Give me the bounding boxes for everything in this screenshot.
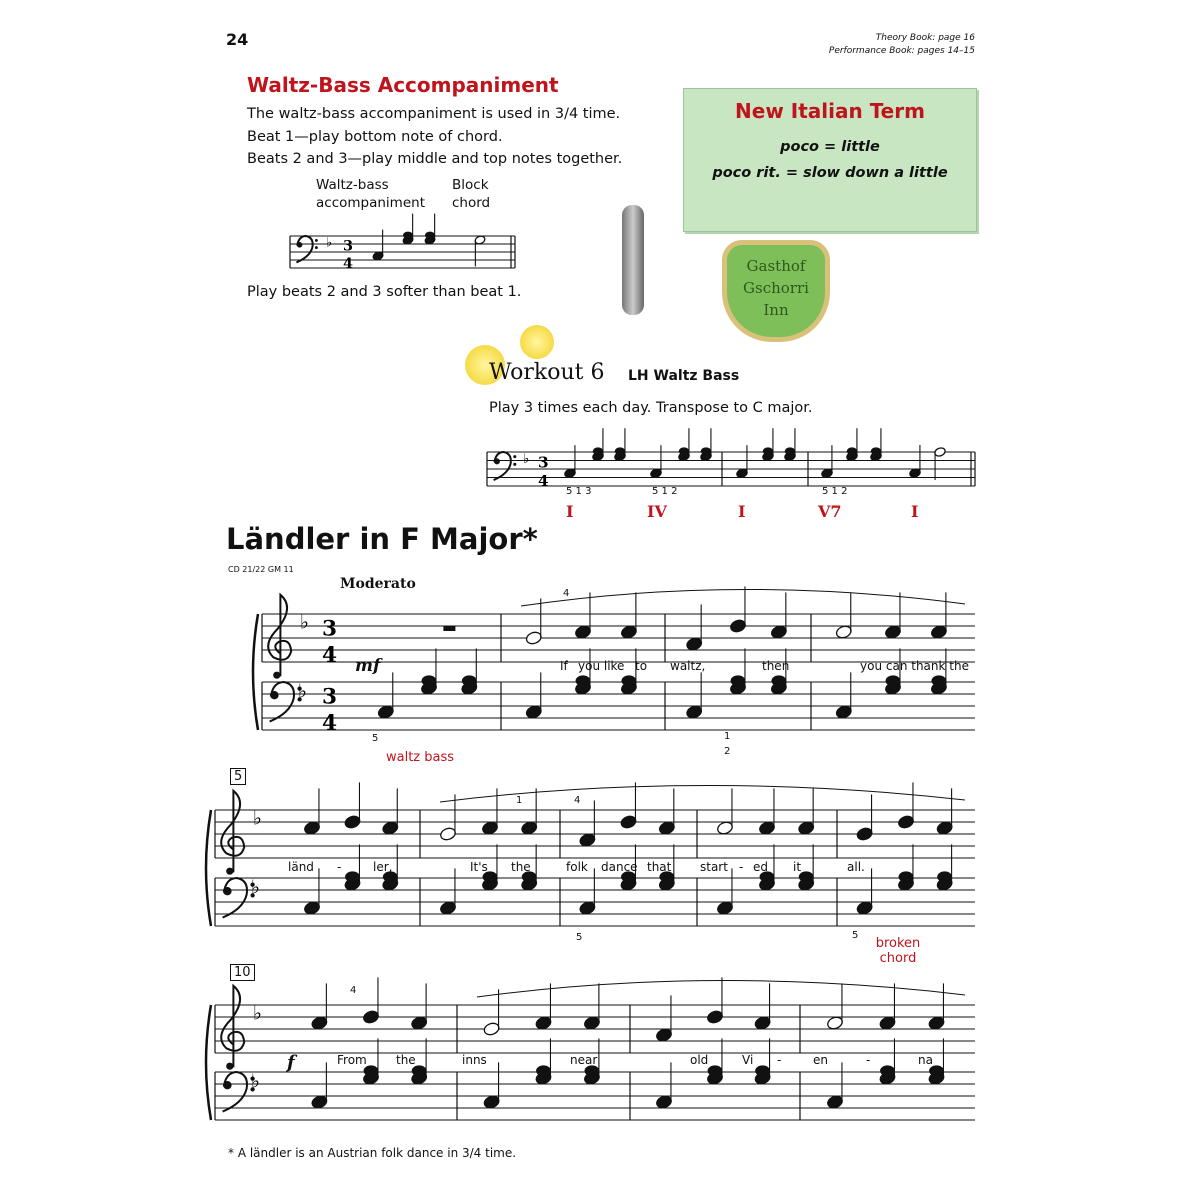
time-signature: 3 xyxy=(343,237,354,255)
note xyxy=(826,1094,844,1109)
whole-rest xyxy=(443,626,455,631)
note xyxy=(929,1065,944,1076)
note xyxy=(621,675,636,686)
fingering: 5 xyxy=(852,930,859,941)
text-line: Beats 2 and 3—play middle and top notes together. xyxy=(247,151,623,167)
treble-clef-icon xyxy=(268,595,291,677)
lyric: - xyxy=(866,1053,871,1067)
tempo-marking: Moderato xyxy=(340,576,416,592)
lyric: inns xyxy=(462,1053,487,1067)
note xyxy=(758,820,776,835)
time-signature: 3 xyxy=(322,684,338,710)
bass-clef-icon xyxy=(270,682,294,722)
lyric: old xyxy=(690,1053,709,1067)
note xyxy=(755,1065,770,1076)
note xyxy=(931,675,946,686)
lyric: then xyxy=(762,659,790,673)
measure-number: 10 xyxy=(230,964,255,981)
bass-clef-icon xyxy=(223,1081,231,1089)
note xyxy=(574,624,592,639)
treble-clef-icon xyxy=(221,986,244,1068)
note xyxy=(886,675,901,686)
note xyxy=(936,820,954,835)
note xyxy=(685,704,703,719)
lyric: near xyxy=(570,1053,598,1067)
note xyxy=(785,447,796,455)
note xyxy=(425,232,435,239)
note xyxy=(716,900,734,915)
note xyxy=(585,1065,600,1076)
note xyxy=(381,820,399,835)
note xyxy=(377,704,395,719)
chord-symbol: V7 xyxy=(818,502,842,521)
note xyxy=(928,1015,946,1030)
note xyxy=(770,624,788,639)
time-signature: 4 xyxy=(538,472,549,490)
note xyxy=(536,1065,551,1076)
treble-clef-icon xyxy=(273,672,280,679)
treble-clef-icon xyxy=(221,791,244,873)
note xyxy=(615,447,626,455)
fingering: 5 1 3 xyxy=(566,486,592,497)
time-signature: 4 xyxy=(322,643,338,668)
measure-number: 5 xyxy=(230,768,246,785)
lyric: na xyxy=(918,1053,933,1067)
fingering: 4 xyxy=(574,795,581,806)
note xyxy=(731,675,746,686)
lyric: waltz, xyxy=(670,659,706,673)
piece-title: Ländler in F Major* xyxy=(226,522,538,556)
treble-clef-icon xyxy=(226,1063,233,1070)
note xyxy=(483,1021,501,1036)
note xyxy=(879,1015,897,1030)
note xyxy=(311,1094,329,1109)
note xyxy=(701,447,712,455)
fingering: 4 xyxy=(350,985,357,996)
note xyxy=(884,624,902,639)
bass-clef-icon xyxy=(223,887,231,895)
note xyxy=(937,871,952,882)
lyric: - xyxy=(777,1053,782,1067)
lyric: start xyxy=(700,860,728,874)
workout-instruction: Play 3 times each day. Transpose to C major. xyxy=(489,400,813,416)
note xyxy=(897,814,915,829)
note xyxy=(593,447,604,455)
time-signature: 4 xyxy=(322,711,338,736)
term-poco: poco = little xyxy=(780,139,880,155)
fingering: 2 xyxy=(724,746,731,757)
note xyxy=(535,1015,553,1030)
lyric: dance xyxy=(601,860,638,874)
chord-symbol: IV xyxy=(647,502,667,521)
slur xyxy=(521,589,965,606)
workout-subtitle: LH Waltz Bass xyxy=(628,368,740,384)
note xyxy=(655,1094,673,1109)
page-number: 24 xyxy=(226,30,249,49)
bass-clef-icon xyxy=(223,878,247,918)
lyric: all. xyxy=(847,860,865,874)
bass-clef-icon xyxy=(315,239,318,242)
key-signature-flat: ♭ xyxy=(523,451,530,468)
note xyxy=(483,1094,501,1109)
note xyxy=(708,1065,723,1076)
lyric: you like xyxy=(578,659,625,673)
brace xyxy=(253,614,258,730)
workout-title: Workout 6 xyxy=(489,360,605,385)
fingering: 5 xyxy=(576,932,583,943)
note xyxy=(303,820,321,835)
note xyxy=(856,826,874,841)
note xyxy=(771,675,786,686)
note xyxy=(439,900,457,915)
note xyxy=(706,1009,724,1024)
key-signature-flat: ♭ xyxy=(253,806,263,830)
note xyxy=(754,1015,772,1030)
note xyxy=(579,900,597,915)
note xyxy=(422,675,437,686)
header-performance-ref: Performance Book: pages 14–15 xyxy=(828,46,975,56)
note xyxy=(439,826,457,841)
note xyxy=(525,704,543,719)
section-title: Waltz-Bass Accompaniment xyxy=(247,73,559,97)
note xyxy=(520,820,538,835)
note xyxy=(899,871,914,882)
note xyxy=(835,704,853,719)
fingering: 5 xyxy=(372,733,379,744)
note xyxy=(410,1015,428,1030)
lyric: it xyxy=(793,860,802,874)
key-signature-flat: ♭ xyxy=(326,235,333,251)
label-waltz-bass: Waltz-bass accompaniment xyxy=(316,177,425,211)
key-signature-flat: ♭ xyxy=(253,1001,263,1025)
text-line: The waltz-bass accompaniment is used in 3/4 time. xyxy=(247,106,621,122)
annotation-broken-chord: broken chord xyxy=(875,936,921,966)
italian-term-title: New Italian Term xyxy=(735,99,925,123)
lyric: en xyxy=(813,1053,828,1067)
bass-clef-icon xyxy=(494,452,511,480)
lyric: that xyxy=(647,860,672,874)
chord-symbol: I xyxy=(738,502,746,521)
note xyxy=(579,832,597,847)
chord-symbol: I xyxy=(911,502,919,521)
inn-sign-illustration: Gasthof Gschorri Inn xyxy=(722,240,830,342)
note xyxy=(679,447,690,455)
lyric: to xyxy=(635,659,648,673)
brace xyxy=(206,810,211,926)
time-signature: 3 xyxy=(322,616,338,642)
header-theory-ref: Theory Book: page 16 xyxy=(875,33,975,43)
lyric: ed xyxy=(753,860,768,874)
lyric: If xyxy=(560,659,568,673)
fingering: 5 1 2 xyxy=(652,486,678,497)
fingering: 5 1 2 xyxy=(822,486,848,497)
note xyxy=(797,820,815,835)
note xyxy=(364,1065,379,1076)
lyric: you can thank the xyxy=(860,659,969,673)
fingering: 4 xyxy=(563,588,570,599)
note xyxy=(620,814,638,829)
chord-symbol: I xyxy=(566,502,574,521)
note xyxy=(716,820,734,835)
dynamic-mf: mf xyxy=(355,656,381,676)
footnote: * A ländler is an Austrian folk dance in 3/4 time. xyxy=(228,1146,517,1160)
note xyxy=(729,618,747,633)
fingering: 1 xyxy=(516,795,523,806)
note xyxy=(481,820,499,835)
term-poco-rit: poco rit. = slow down a little xyxy=(712,165,948,181)
text-line: Beat 1—play bottom note of chord. xyxy=(247,129,503,145)
dynamic-f: f xyxy=(287,1052,295,1073)
lyric: the xyxy=(511,860,531,874)
note xyxy=(826,1015,844,1030)
annotation-waltz-bass: waltz bass xyxy=(386,750,455,765)
note xyxy=(930,624,948,639)
note xyxy=(525,630,543,645)
bass-clef-icon xyxy=(297,242,303,248)
key-signature-flat: ♭ xyxy=(251,875,261,899)
lyric: the xyxy=(396,1053,416,1067)
lyric: länd xyxy=(288,860,314,874)
treble-clef-icon xyxy=(226,868,233,875)
time-signature: 3 xyxy=(538,453,549,472)
bass-clef-icon xyxy=(223,1072,247,1112)
note xyxy=(462,675,477,686)
key-signature-flat: ♭ xyxy=(300,610,310,634)
bass-clef-icon xyxy=(494,458,500,464)
lyric: Vi xyxy=(742,1053,754,1067)
text-note: Play beats 2 and 3 softer than beat 1. xyxy=(247,284,522,300)
lyric: - xyxy=(739,860,744,874)
note xyxy=(311,1015,329,1030)
note xyxy=(344,814,362,829)
note xyxy=(856,900,874,915)
track-info: CD 21/22 GM 11 xyxy=(228,565,294,574)
note xyxy=(655,1027,673,1042)
note xyxy=(880,1065,895,1076)
lyric: - xyxy=(337,860,342,874)
lyric: folk xyxy=(566,860,588,874)
time-signature: 4 xyxy=(343,255,354,272)
bass-clef-icon xyxy=(296,236,312,262)
note xyxy=(871,447,882,455)
note xyxy=(345,871,360,882)
bass-clef-icon xyxy=(513,455,516,458)
bass-clef-icon xyxy=(315,246,318,249)
label-block-chord: Block chord xyxy=(452,177,491,211)
note xyxy=(362,1009,380,1024)
note xyxy=(412,1065,427,1076)
lyric: It's xyxy=(470,860,488,874)
note xyxy=(847,447,858,455)
note xyxy=(763,447,774,455)
note xyxy=(576,675,591,686)
lyric: ler, xyxy=(373,860,393,874)
fingering: 1 xyxy=(724,731,731,742)
bass-clef-icon xyxy=(513,463,516,466)
key-signature-flat: ♭ xyxy=(298,679,308,703)
note xyxy=(403,232,413,239)
note xyxy=(620,624,638,639)
note xyxy=(658,820,676,835)
note xyxy=(303,900,321,915)
note xyxy=(685,636,703,651)
bass-clef-icon xyxy=(270,691,278,699)
note xyxy=(835,624,853,639)
brace xyxy=(206,1005,211,1120)
lyric: From xyxy=(337,1053,367,1067)
note xyxy=(583,1015,601,1030)
key-signature-flat: ♭ xyxy=(251,1069,261,1093)
